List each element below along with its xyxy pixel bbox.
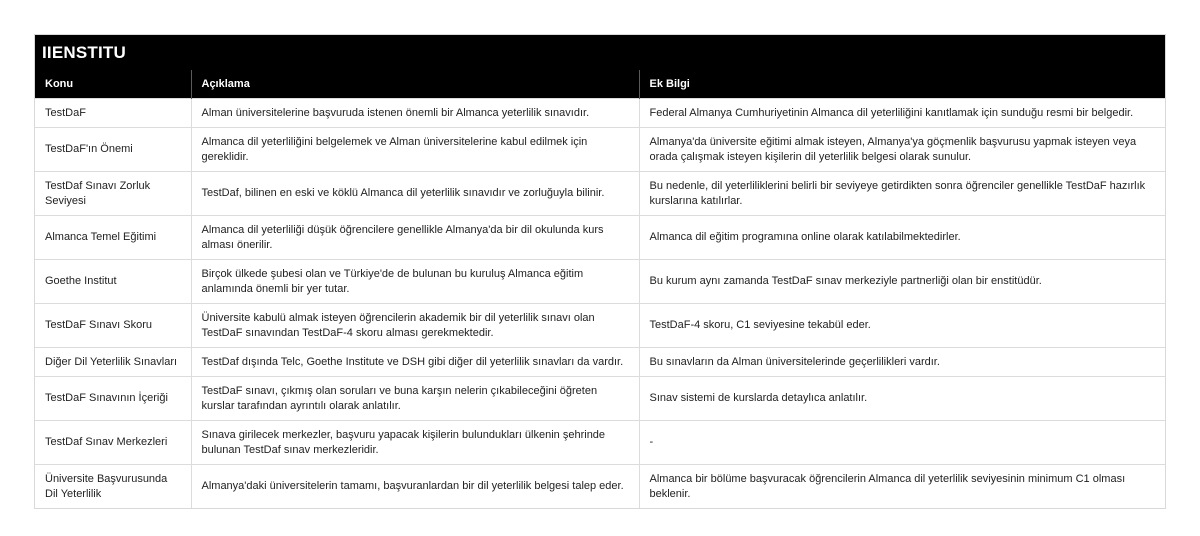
cell-topic: TestDaf Sınav Merkezleri — [35, 421, 191, 465]
cell-description: TestDaF sınavı, çıkmış olan soruları ve buna karşın nelerin çıkabileceğini öğreten kurslar tarafından ayrıntılı olarak anlatılır. — [191, 377, 639, 421]
cell-description: Almanca dil yeterliliğini belgelemek ve Alman üniversitelerine kabul edilmek için gereklidir. — [191, 128, 639, 172]
cell-description: Sınava girilecek merkezler, başvuru yapacak kişilerin bulundukları ülkenin şehrinde bulunan TestDaf sınav merkezleridir. — [191, 421, 639, 465]
cell-topic: TestDaF Sınavı Skoru — [35, 304, 191, 348]
cell-topic: TestDaF'ın Önemi — [35, 128, 191, 172]
brand-title: IIENSTITU — [35, 35, 1165, 70]
info-table-container — [34, 34, 1166, 509]
cell-extra: Federal Almanya Cumhuriyetinin Almanca dil yeterliliğini kanıtlamak için sunduğu resmi bir belgedir. — [639, 99, 1165, 128]
column-header-ek-bilgi: Ek Bilgi — [639, 70, 1165, 99]
table-row — [35, 128, 1165, 172]
table-row — [35, 377, 1165, 421]
info-table — [35, 70, 1165, 508]
cell-topic: TestDaf Sınavı Zorluk Seviyesi — [35, 172, 191, 216]
table-header-row — [35, 70, 1165, 99]
table-row — [35, 260, 1165, 304]
cell-extra: Bu kurum aynı zamanda TestDaF sınav merkeziyle partnerliği olan bir enstitüdür. — [639, 260, 1165, 304]
column-header-aciklama: Açıklama — [191, 70, 639, 99]
cell-description: Üniversite kabulü almak isteyen öğrencilerin akademik bir dil yeterlilik sınavı olan TestDaF sınavından TestDaF-4 skoru alması gerekmektedir. — [191, 304, 639, 348]
cell-topic: TestDaF Sınavının İçeriği — [35, 377, 191, 421]
cell-description: TestDaf dışında Telc, Goethe Institute ve DSH gibi diğer dil yeterlilik sınavları da vardır. — [191, 348, 639, 377]
cell-extra: Sınav sistemi de kurslarda detaylıca anlatılır. — [639, 377, 1165, 421]
table-row — [35, 465, 1165, 509]
cell-topic: Üniversite Başvurusunda Dil Yeterlilik — [35, 465, 191, 509]
cell-extra: Bu nedenle, dil yeterliliklerini belirli bir seviyeye getirdikten sonra öğrenciler genellikle TestDaF hazırlık kurslarına katılırlar. — [639, 172, 1165, 216]
cell-extra: - — [639, 421, 1165, 465]
cell-topic: TestDaF — [35, 99, 191, 128]
table-row — [35, 172, 1165, 216]
table-row — [35, 304, 1165, 348]
cell-extra: TestDaF-4 skoru, C1 seviyesine tekabül eder. — [639, 304, 1165, 348]
cell-topic: Diğer Dil Yeterlilik Sınavları — [35, 348, 191, 377]
cell-topic: Almanca Temel Eğitimi — [35, 216, 191, 260]
cell-description: Alman üniversitelerine başvuruda istenen önemli bir Almanca yeterlilik sınavıdır. — [191, 99, 639, 128]
cell-extra: Bu sınavların da Alman üniversitelerinde geçerlilikleri vardır. — [639, 348, 1165, 377]
cell-description: Almanca dil yeterliliği düşük öğrencilere genellikle Almanya'da bir dil okulunda kurs alması önerilir. — [191, 216, 639, 260]
cell-extra: Almanya'da üniversite eğitimi almak isteyen, Almanya'ya göçmenlik başvurusu yapmak isteyen veya orada çalışmak isteyen kişilerin dil yeterlilik belgesi olarak sunulur. — [639, 128, 1165, 172]
cell-extra: Almanca dil eğitim programına online olarak katılabilmektedirler. — [639, 216, 1165, 260]
cell-extra: Almanca bir bölüme başvuracak öğrencilerin Almanca dil yeterlilik seviyesinin minimum C1 olması beklenir. — [639, 465, 1165, 509]
column-header-konu: Konu — [35, 70, 191, 99]
table-row — [35, 421, 1165, 465]
cell-topic: Goethe Institut — [35, 260, 191, 304]
cell-description: Almanya'daki üniversitelerin tamamı, başvuranlardan bir dil yeterlilik belgesi talep eder. — [191, 465, 639, 509]
table-row — [35, 216, 1165, 260]
cell-description: TestDaf, bilinen en eski ve köklü Almanca dil yeterlilik sınavıdır ve zorluğuyla bilinir. — [191, 172, 639, 216]
cell-description: Birçok ülkede şubesi olan ve Türkiye'de de bulunan bu kuruluş Almanca eğitim anlamında önemli bir yer tutar. — [191, 260, 639, 304]
table-row — [35, 99, 1165, 128]
table-row — [35, 348, 1165, 377]
